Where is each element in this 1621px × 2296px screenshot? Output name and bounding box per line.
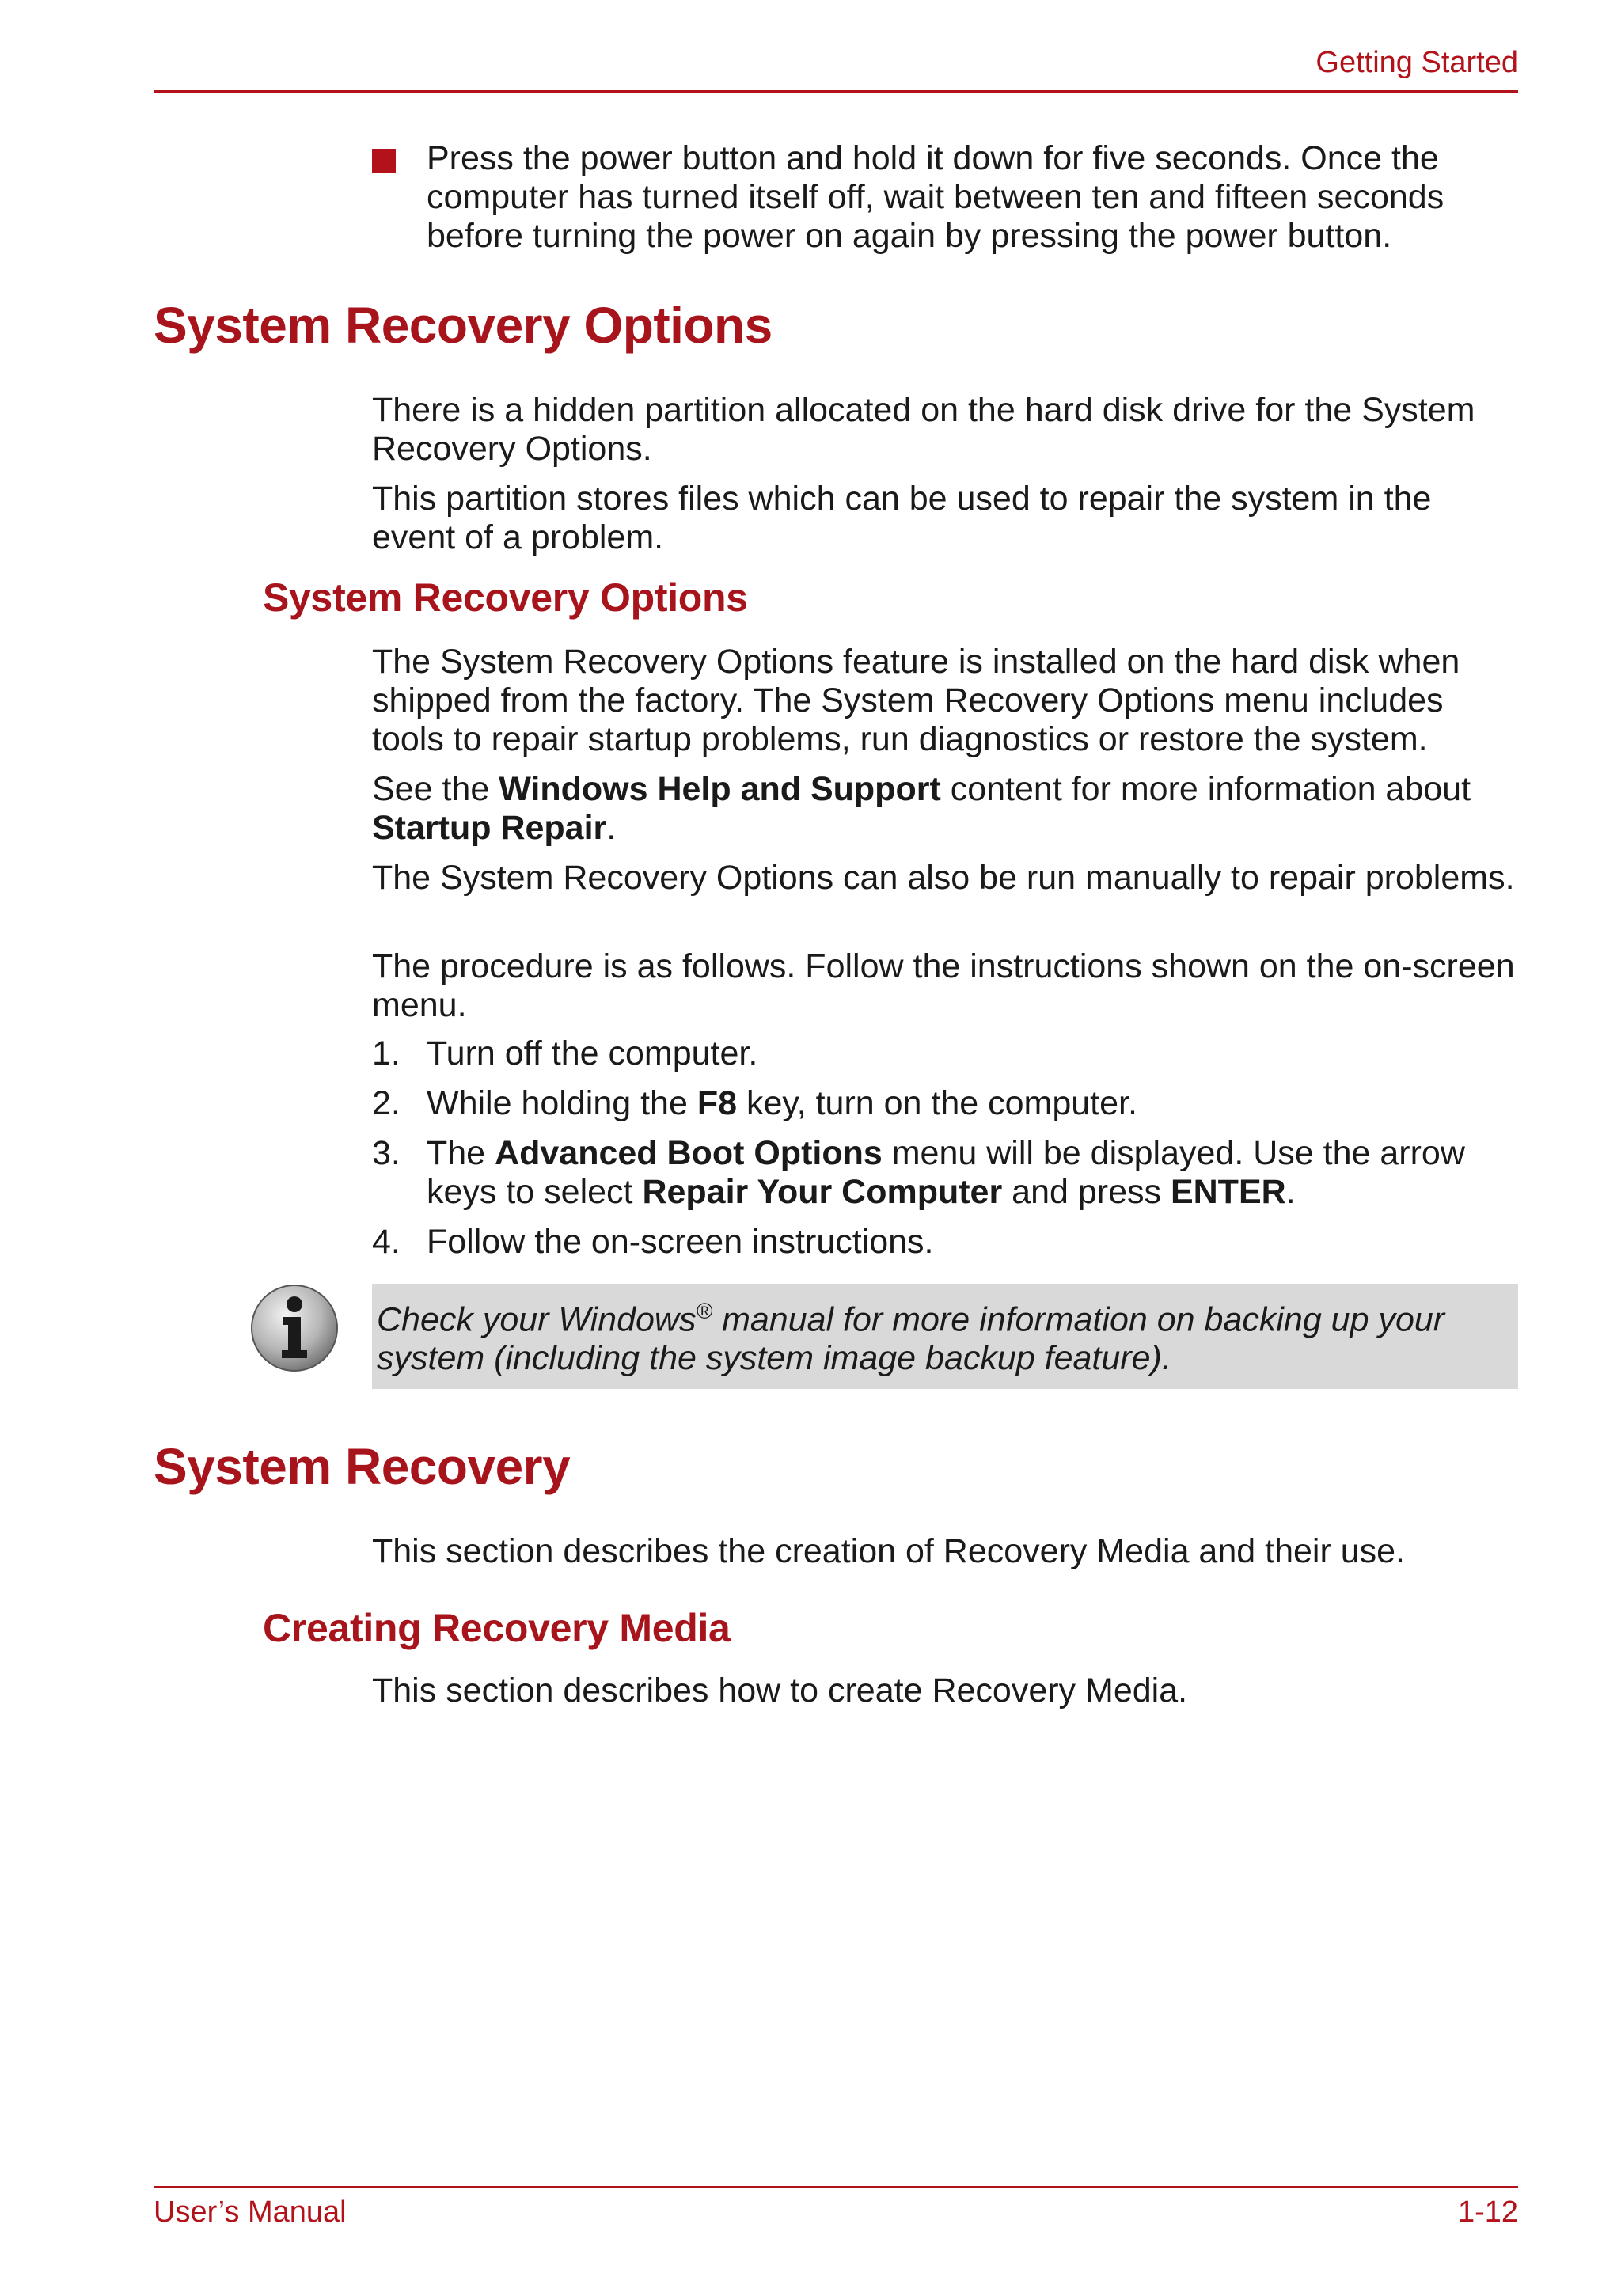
- subsection-title-system-recovery-options: System Recovery Options: [263, 575, 748, 620]
- page-number: 1-12: [1457, 2195, 1518, 2229]
- info-icon: [249, 1282, 340, 1374]
- running-header: Getting Started: [1315, 46, 1518, 79]
- step-number: 2.: [372, 1084, 401, 1122]
- list-item: 2. While holding the F8 key, turn on the computer.: [372, 1084, 1137, 1122]
- bold-term: Repair Your Computer: [642, 1173, 1003, 1211]
- note-box: [372, 1284, 1518, 1389]
- step-number: 3.: [372, 1134, 401, 1172]
- bold-term: ENTER: [1170, 1173, 1286, 1211]
- paragraph: This section describes how to create Recovery Media.: [372, 1672, 1188, 1710]
- bold-term: Advanced Boot Options: [495, 1134, 883, 1172]
- procedure-steps: [372, 1034, 1518, 1273]
- subsection-title-creating-recovery-media: Creating Recovery Media: [263, 1606, 731, 1650]
- note-text: Check your Windows® manual for more information on backing up your system (including the system image backup feature).: [377, 1299, 1445, 1378]
- list-item: 1. Turn off the computer.: [372, 1034, 758, 1072]
- paragraph: This partition stores files which can be used to repair the system in the event of a problem.: [372, 480, 1432, 556]
- bold-term: Windows Help and Support: [499, 770, 941, 808]
- footer-rule: [154, 2186, 1518, 2188]
- paragraph: The System Recovery Options can also be run manually to repair problems.: [372, 859, 1515, 897]
- footer-manual-title: User’s Manual: [154, 2195, 347, 2229]
- header-rule: [154, 90, 1518, 93]
- paragraph: The procedure is as follows. Follow the instructions shown on the on-screen menu.: [372, 947, 1515, 1024]
- paragraph: The System Recovery Options feature is installed on the hard disk when shipped from the factory. The System Recovery Options menu includes tools to repair startup problems, run diagnostics or restore the system.: [372, 643, 1460, 758]
- paragraph: There is a hidden partition allocated on the hard disk drive for the System Recovery Options.: [372, 391, 1475, 468]
- bullet-square-icon: [372, 149, 396, 173]
- paragraph-help-reference: See the Windows Help and Support content for more information about Startup Repair.: [372, 770, 1471, 847]
- step-number: 4.: [372, 1223, 401, 1261]
- bold-term: Startup Repair: [372, 809, 607, 847]
- list-item: 3. The Advanced Boot Options menu will be displayed. Use the arrow keys to select Repair Your Computer and press ENTER.: [372, 1134, 1465, 1211]
- bold-term: F8: [697, 1084, 738, 1122]
- section-title-system-recovery-options: System Recovery Options: [154, 297, 773, 354]
- section-title-system-recovery: System Recovery: [154, 1438, 571, 1495]
- list-item: 4. Follow the on-screen instructions.: [372, 1223, 934, 1261]
- paragraph: This section describes the creation of Recovery Media and their use.: [372, 1532, 1405, 1570]
- bullet-text: Press the power button and hold it down for five seconds. Once the computer has turned itself off, wait between ten and fifteen seconds before turning the power on again by pressing the power button.: [427, 139, 1444, 255]
- step-number: 1.: [372, 1034, 401, 1072]
